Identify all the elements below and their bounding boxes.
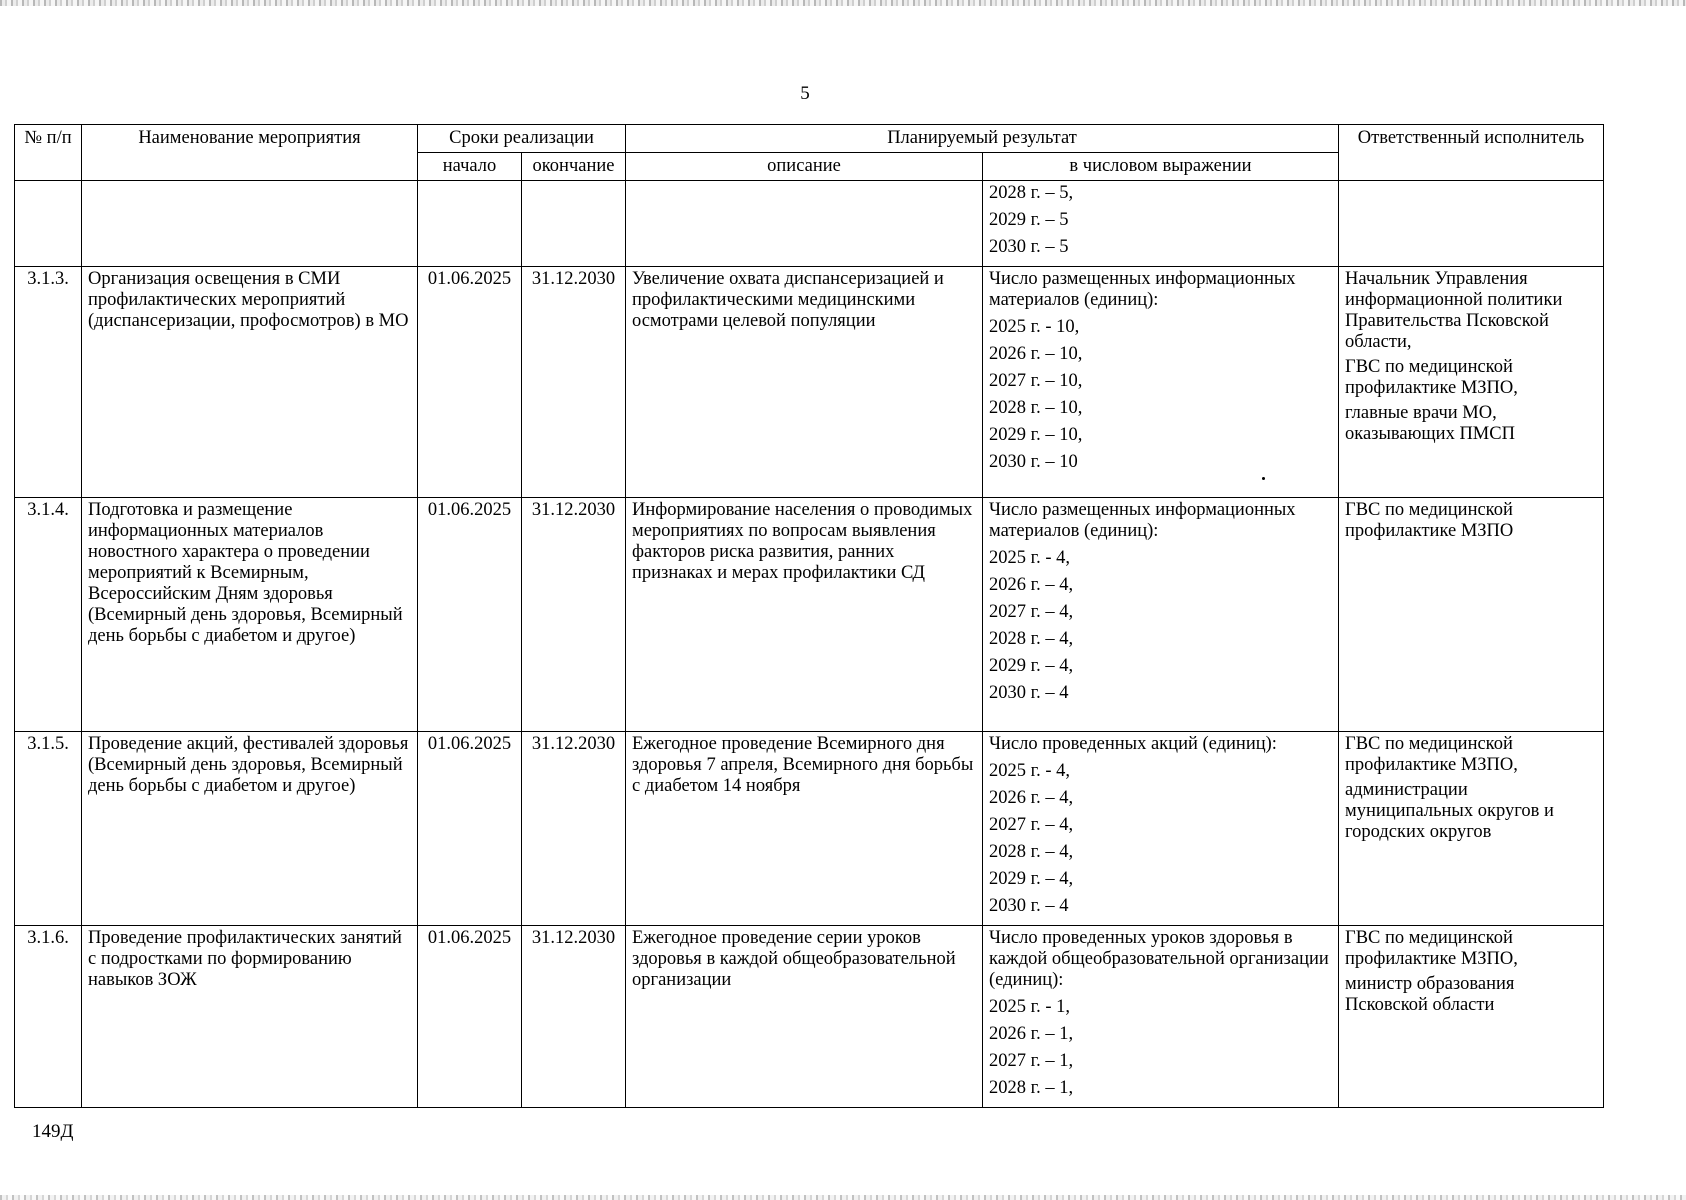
row-description [626,181,983,267]
table-row [15,498,1604,732]
numeric-line: 2026 г. – 4, [989,788,1074,808]
row-num: 3.1.5. [15,732,82,926]
header-row [15,125,1604,153]
row-numeric [983,498,1339,732]
numeric-line: 2028 г. – 4, [989,629,1074,649]
row-responsible [1339,267,1604,498]
row-numeric [983,732,1339,926]
numeric-line: 2025 г. - 4, [989,548,1071,568]
responsible-line: администрации муниципальных округов и городских округов [1345,780,1554,842]
numeric-line: 2028 г. – 1, [989,1078,1074,1098]
table-row [15,732,1604,926]
table-row [15,181,1604,267]
numeric-line: Число размещенных информационных материалов (единиц): [989,269,1296,310]
row-name [82,181,418,267]
numeric-line: 2030 г. – 4 [989,683,1069,703]
header-name: Наименование мероприятия [82,125,418,181]
row-end [522,181,626,267]
numeric-line: Число проведенных уроков здоровья в каждой общеобразовательной организации (единиц): [989,928,1329,990]
table-row [15,926,1604,1108]
row-start [418,181,522,267]
numeric-line: 2026 г. – 10, [989,344,1083,364]
row-responsible [1339,926,1604,1108]
row-num: 3.1.3. [15,267,82,498]
responsible-line: главные врачи МО, оказывающих ПМСП [1345,403,1515,444]
scan-edge-top [0,0,1686,6]
numeric-line: 2029 г. – 4, [989,656,1074,676]
row-name: Проведение акций, фестивалей здоровья (Всемирный день здоровья, Всемирный день борьбы с диабетом и другое) [82,732,418,926]
scan-edge-bottom [0,1195,1686,1200]
row-start: 01.06.2025 [418,267,522,498]
numeric-line: 2027 г. – 1, [989,1051,1074,1071]
header-start: начало [418,153,522,181]
responsible-line: ГВС по медицинской профилактике МЗПО, [1345,734,1518,775]
row-end: 31.12.2030 [522,267,626,498]
row-num: 3.1.6. [15,926,82,1108]
header-result: Планируемый результат [626,125,1339,153]
row-responsible [1339,732,1604,926]
scan-speck [1262,477,1265,480]
numeric-line: 2027 г. – 4, [989,602,1074,622]
row-end: 31.12.2030 [522,732,626,926]
numeric-line: 2027 г. – 10, [989,371,1083,391]
row-description: Информирование населения о проводимых мероприятиях по вопросам выявления факторов риска развития, ранних признаках и мерах профилактики СД [626,498,983,732]
row-name: Организация освещения в СМИ профилактических мероприятий (диспансеризации, профосмотров) в МО [82,267,418,498]
row-name: Проведение профилактических занятий с подростками по формированию навыков ЗОЖ [82,926,418,1108]
numeric-line: Число проведенных акций (единиц): [989,734,1277,754]
row-start: 01.06.2025 [418,498,522,732]
page-number: 5 [800,83,810,104]
responsible-line: ГВС по медицинской профилактике МЗПО, [1345,357,1518,398]
responsible-line: ГВС по медицинской профилактике МЗПО, [1345,928,1518,969]
header-description: описание [626,153,983,181]
row-responsible [1339,181,1604,267]
numeric-line: 2025 г. - 10, [989,317,1080,337]
row-end: 31.12.2030 [522,498,626,732]
numeric-line: 2025 г. - 4, [989,761,1071,781]
numeric-line: 2026 г. – 1, [989,1024,1074,1044]
row-numeric [983,181,1339,267]
row-name: Подготовка и размещение информационных материалов новостного характера о проведении мероприятий к Всемирным, Всероссийским Дням здоровья (Всемирный день здоровья, Всемирный день борьбы с диабетом и другое) [82,498,418,732]
responsible-line: Начальник Управления информационной политики Правительства Псковской области, [1345,269,1563,352]
numeric-line: 2030 г. – 5 [989,237,1069,257]
numeric-line: 2027 г. – 4, [989,815,1074,835]
header-terms: Сроки реализации [418,125,626,153]
header-numeric: в числовом выражении [983,153,1339,181]
numeric-line: 2028 г. – 10, [989,398,1083,418]
header-responsible: Ответственный исполнитель [1339,125,1604,181]
numeric-line: 2026 г. – 4, [989,575,1074,595]
numeric-line: Число размещенных информационных материалов (единиц): [989,500,1296,541]
row-num: 3.1.4. [15,498,82,732]
table-row [15,267,1604,498]
numeric-line: 2030 г. – 4 [989,896,1069,916]
numeric-line: 2029 г. – 5 [989,210,1069,230]
numeric-line: 2025 г. - 1, [989,997,1071,1017]
numeric-line: 2029 г. – 10, [989,425,1083,445]
row-numeric [983,267,1339,498]
row-responsible [1339,498,1604,732]
row-start: 01.06.2025 [418,732,522,926]
row-numeric [983,926,1339,1108]
numeric-line: 2030 г. – 10 [989,452,1078,472]
row-description: Увеличение охвата диспансеризацией и профилактическими медицинскими осмотрами целевой популяции [626,267,983,498]
row-end: 31.12.2030 [522,926,626,1108]
document-code: 149Д [32,1121,74,1142]
responsible-line: ГВС по медицинской профилактике МЗПО [1345,500,1514,541]
row-description: Ежегодное проведение Всемирного дня здоровья 7 апреля, Всемирного дня борьбы с диабетом 14 ноября [626,732,983,926]
header-end: окончание [522,153,626,181]
responsible-line: министр образования Псковской области [1345,974,1515,1015]
row-start: 01.06.2025 [418,926,522,1108]
numeric-line: 2029 г. – 4, [989,869,1074,889]
numeric-line: 2028 г. – 5, [989,183,1074,203]
numeric-line: 2028 г. – 4, [989,842,1074,862]
header-num: № п/п [15,125,82,181]
row-num [15,181,82,267]
row-description: Ежегодное проведение серии уроков здоровья в каждой общеобразовательной организации [626,926,983,1108]
activities-table [14,124,1604,1108]
